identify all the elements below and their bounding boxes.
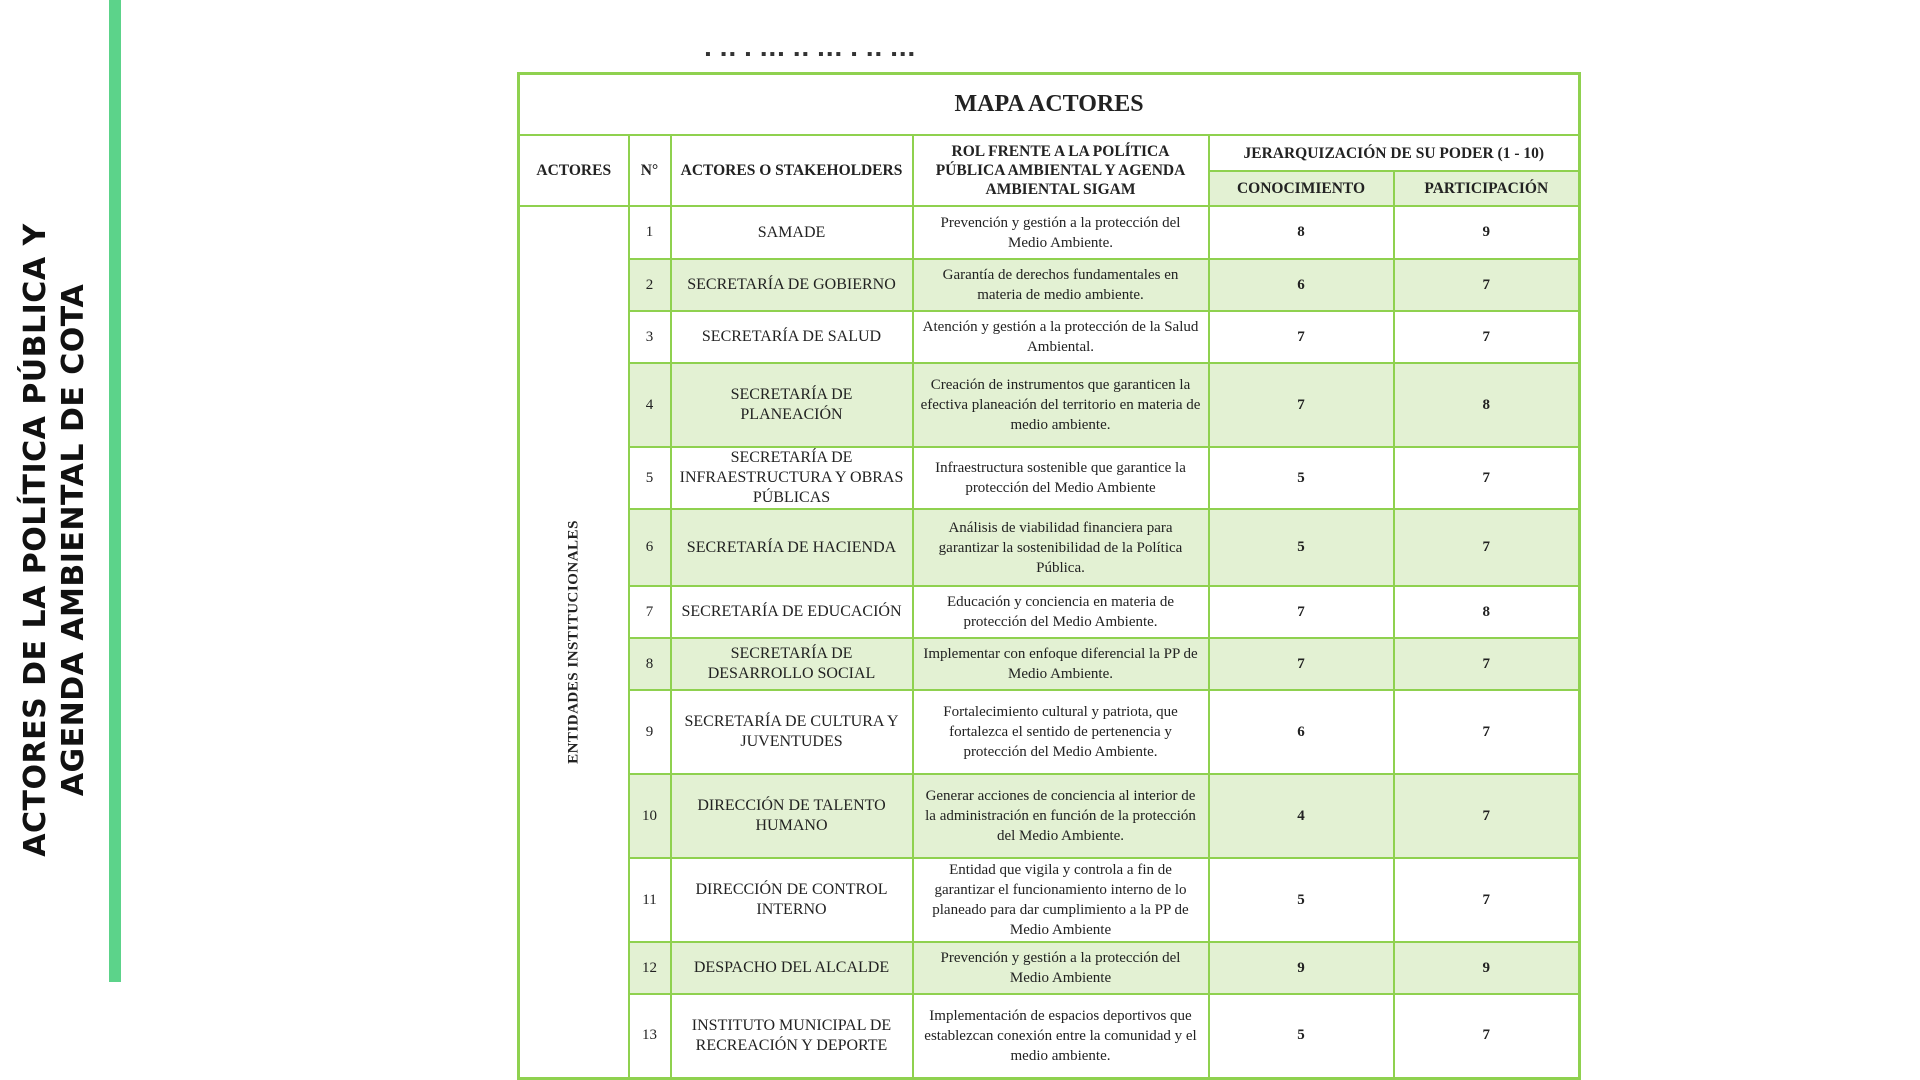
cropped-text-fragment: ▪ ▪▪ ▪ ▪▪▪ ▪▪ ▪▪▪ ▪ ▪▪ ▪▪▪: [705, 46, 918, 63]
row-number: 4: [629, 363, 671, 447]
header-conocimiento: CONOCIMIENTO: [1209, 171, 1394, 206]
role-description: Implementar con enfoque diferencial la PP de Medio Ambiente.: [913, 638, 1209, 690]
row-number: 8: [629, 638, 671, 690]
table-row: [519, 858, 1580, 942]
role-description: Generar acciones de conciencia al interior de la administración en función de la protección del Medio Ambiente.: [913, 774, 1209, 858]
header-actores: ACTORES: [519, 135, 629, 206]
row-number: 13: [629, 994, 671, 1078]
header-rol: ROL FRENTE A LA POLÍTICA PÚBLICA AMBIENTAL Y AGENDA AMBIENTAL SIGAM: [913, 135, 1209, 206]
table-row: [519, 586, 1580, 638]
header-jerarquizacion: JERARQUIZACIÓN DE SU PODER (1 - 10): [1209, 135, 1580, 171]
participacion-score: 7: [1394, 447, 1580, 509]
stakeholder-name: SECRETARÍA DE EDUCACIÓN: [671, 586, 913, 638]
conocimiento-score: 6: [1209, 259, 1394, 311]
role-description: Implementación de espacios deportivos que establezcan conexión entre la comunidad y el medio ambiente.: [913, 994, 1209, 1078]
header-stakeholders: ACTORES O STAKEHOLDERS: [671, 135, 913, 206]
role-description: Creación de instrumentos que garanticen la efectiva planeación del territorio en materia de medio ambiente.: [913, 363, 1209, 447]
role-description: Entidad que vigila y controla a fin de garantizar el funcionamiento interno de lo planeado para dar cumplimiento a la PP de Medio Ambiente: [913, 858, 1209, 942]
table-row: [519, 447, 1580, 509]
table-row: [519, 259, 1580, 311]
table-row: [519, 774, 1580, 858]
row-number: 6: [629, 509, 671, 586]
table-title: MAPA ACTORES: [519, 74, 1580, 136]
participacion-score: 7: [1394, 259, 1580, 311]
conocimiento-score: 4: [1209, 774, 1394, 858]
row-number: 2: [629, 259, 671, 311]
participacion-score: 7: [1394, 311, 1580, 363]
conocimiento-score: 5: [1209, 447, 1394, 509]
conocimiento-score: 9: [1209, 942, 1394, 994]
role-description: Prevención y gestión a la protección del Medio Ambiente: [913, 942, 1209, 994]
group-label: ENTIDADES INSTITUCIONALES: [565, 519, 582, 764]
role-description: Fortalecimiento cultural y patriota, que fortalezca el sentido de pertenencia y protección del Medio Ambiente.: [913, 690, 1209, 774]
participacion-score: 7: [1394, 774, 1580, 858]
table-row: [519, 994, 1580, 1078]
stakeholder-name: SAMADE: [671, 206, 913, 259]
row-number: 9: [629, 690, 671, 774]
table-row: [519, 509, 1580, 586]
table-row: [519, 638, 1580, 690]
conocimiento-score: 7: [1209, 311, 1394, 363]
conocimiento-score: 7: [1209, 638, 1394, 690]
conocimiento-score: 7: [1209, 363, 1394, 447]
table-row: [519, 690, 1580, 774]
conocimiento-score: 8: [1209, 206, 1394, 259]
accent-bar: [109, 0, 121, 982]
table-row: [519, 206, 1580, 259]
conocimiento-score: 5: [1209, 994, 1394, 1078]
role-description: Análisis de viabilidad financiera para garantizar la sostenibilidad de la Política Pública.: [913, 509, 1209, 586]
row-number: 10: [629, 774, 671, 858]
slide-title-line-1: ACTORES DE LA POLÍTICA PÚBLICA Y: [18, 223, 53, 857]
role-description: Prevención y gestión a la protección del Medio Ambiente.: [913, 206, 1209, 259]
stakeholder-name: SECRETARÍA DE SALUD: [671, 311, 913, 363]
actors-map-table: [517, 72, 1581, 1080]
participacion-score: 7: [1394, 690, 1580, 774]
role-description: Infraestructura sostenible que garantice la protección del Medio Ambiente: [913, 447, 1209, 509]
participacion-score: 7: [1394, 994, 1580, 1078]
row-number: 5: [629, 447, 671, 509]
participacion-score: 7: [1394, 509, 1580, 586]
header-participacion: PARTICIPACIÓN: [1394, 171, 1580, 206]
stakeholder-name: SECRETARÍA DE DESARROLLO SOCIAL: [671, 638, 913, 690]
table-row: [519, 942, 1580, 994]
row-number: 12: [629, 942, 671, 994]
participacion-score: 7: [1394, 858, 1580, 942]
row-number: 1: [629, 206, 671, 259]
conocimiento-score: 6: [1209, 690, 1394, 774]
stakeholder-name: DIRECCIÓN DE TALENTO HUMANO: [671, 774, 913, 858]
stakeholder-name: SECRETARÍA DE GOBIERNO: [671, 259, 913, 311]
table-row: [519, 311, 1580, 363]
row-number: 7: [629, 586, 671, 638]
stakeholder-name: SECRETARÍA DE PLANEACIÓN: [671, 363, 913, 447]
stakeholder-name: SECRETARÍA DE HACIENDA: [671, 509, 913, 586]
stakeholder-name: SECRETARÍA DE CULTURA Y JUVENTUDES: [671, 690, 913, 774]
stakeholder-name: SECRETARÍA DE INFRAESTRUCTURA Y OBRAS PÚBLICAS: [671, 447, 913, 509]
participacion-score: 8: [1394, 586, 1580, 638]
conocimiento-score: 7: [1209, 586, 1394, 638]
role-description: Educación y conciencia en materia de protección del Medio Ambiente.: [913, 586, 1209, 638]
stakeholder-name: DESPACHO DEL ALCALDE: [671, 942, 913, 994]
slide-title: [17, 170, 93, 910]
participacion-score: 7: [1394, 638, 1580, 690]
header-numero: N°: [629, 135, 671, 206]
row-number: 11: [629, 858, 671, 942]
table-row: [519, 363, 1580, 447]
row-number: 3: [629, 311, 671, 363]
conocimiento-score: 5: [1209, 858, 1394, 942]
participacion-score: 9: [1394, 206, 1580, 259]
slide-title-line-2: AGENDA AMBIENTAL DE COTA: [56, 283, 91, 797]
group-cell: [519, 206, 629, 1078]
role-description: Garantía de derechos fundamentales en materia de medio ambiente.: [913, 259, 1209, 311]
conocimiento-score: 5: [1209, 509, 1394, 586]
role-description: Atención y gestión a la protección de la Salud Ambiental.: [913, 311, 1209, 363]
participacion-score: 9: [1394, 942, 1580, 994]
stakeholder-name: INSTITUTO MUNICIPAL DE RECREACIÓN Y DEPORTE: [671, 994, 913, 1078]
stakeholder-name: DIRECCIÓN DE CONTROL INTERNO: [671, 858, 913, 942]
participacion-score: 8: [1394, 363, 1580, 447]
